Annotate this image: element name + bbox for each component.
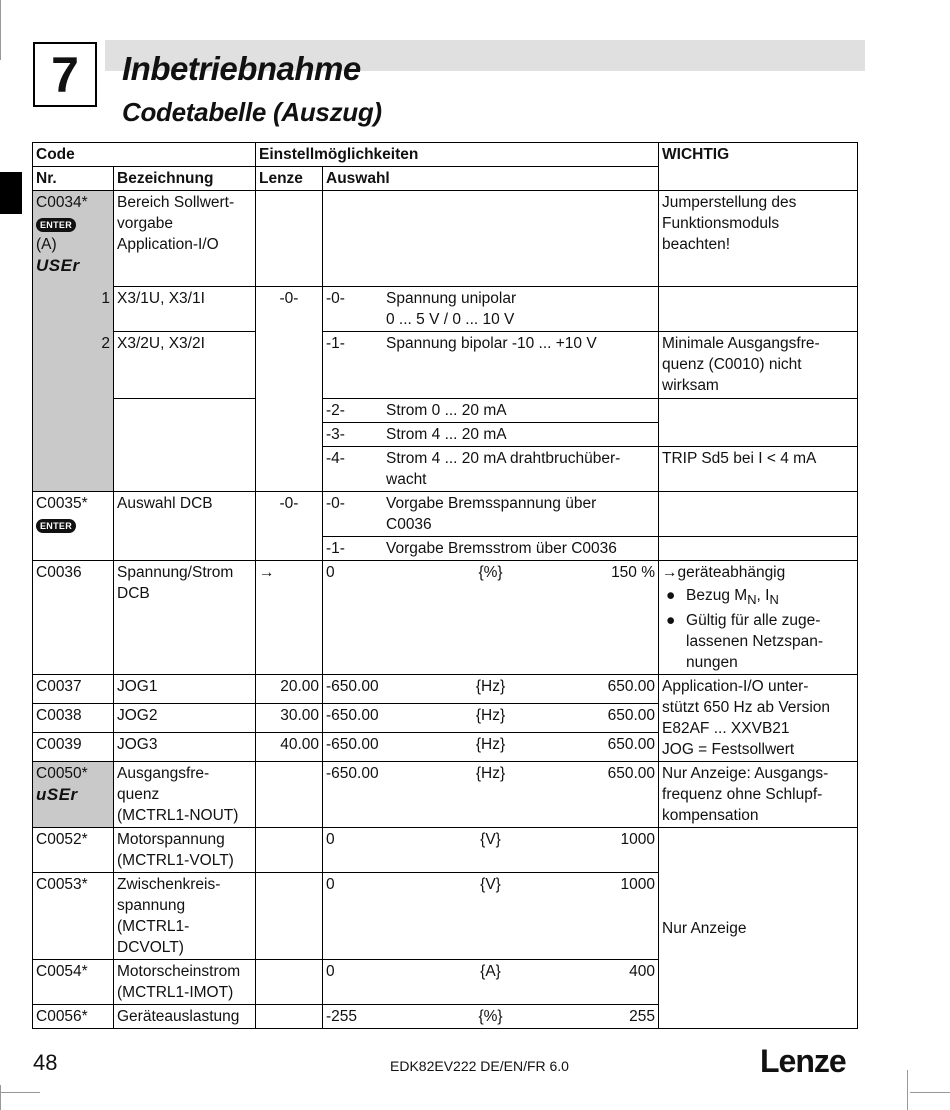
bullet-list — [662, 585, 854, 673]
chapter-number: 7 — [33, 42, 97, 107]
table-row — [33, 675, 858, 704]
important-cell — [659, 287, 858, 332]
crop-mark — [907, 1070, 908, 1110]
crop-mark — [0, 0, 1, 60]
selection-option: -0- Vorgabe Bremsspannung über C0036 — [323, 492, 659, 537]
code-cell: C0053* — [33, 873, 114, 960]
chapter-tab-marker — [0, 172, 22, 214]
header-designation: Bezeichnung — [114, 167, 256, 191]
subcode-nr: 1 — [33, 287, 114, 332]
code-label: C0050* — [36, 765, 88, 783]
value-range: 0 {%} 150 % — [323, 561, 659, 675]
value-range: -650.00 {Hz} 650.00 — [323, 704, 659, 733]
important-cell — [659, 399, 858, 447]
page-title: Inbetriebnahme — [122, 50, 361, 87]
list-item: ● Bezug $M_N$, $I_N$ — [666, 587, 779, 608]
important-cell: Nur Anzeige: Ausgangs- frequenz ohne Schlupf- kompensation — [659, 762, 858, 828]
code-label: C0035* — [36, 495, 88, 512]
table-row — [33, 287, 858, 332]
designation-cell: Spannung/Strom DCB — [114, 561, 256, 675]
important-cell: Jumperstellung des Funktionsmoduls beachten! — [659, 191, 858, 287]
user-menu-indicator: uSEr — [36, 785, 78, 805]
table-header-row — [33, 143, 858, 167]
code-cell-c0034 — [33, 191, 114, 287]
value-range: -650.00 {Hz} 650.00 — [323, 733, 659, 762]
selection-option: -1- Vorgabe Bremsstrom über C0036 — [323, 537, 659, 561]
page-subtitle: Codetabelle (Auszug) — [122, 97, 382, 127]
code-cell: C0052* — [33, 828, 114, 873]
crop-mark — [0, 1092, 40, 1093]
value-range: 0 {A} 400 — [323, 960, 659, 1005]
crop-mark — [0, 1085, 1, 1110]
enter-key-icon: ENTER — [36, 519, 76, 533]
code-cell: C0056* — [33, 1005, 114, 1029]
lenze-cell — [256, 1005, 323, 1029]
lenze-default: 20.00 — [256, 675, 323, 704]
lenze-default: 30.00 — [256, 704, 323, 733]
code-label: C0034* — [36, 194, 88, 211]
designation-cell: Ausgangsfre- quenz (MCTRL1-NOUT) — [114, 762, 256, 828]
crop-mark — [910, 1092, 950, 1093]
subcode-name: X3/1U, X3/1I — [114, 287, 256, 332]
user-menu-indicator: USEr — [36, 256, 80, 275]
bullet-icon: ● — [666, 587, 676, 604]
code-cell-empty — [33, 399, 114, 492]
value-range: -650.00 {Hz} 650.00 — [323, 762, 659, 828]
lenze-cell — [256, 828, 323, 873]
important-cell — [659, 492, 858, 537]
selection-option: -2- Strom 0 ... 20 mA — [323, 399, 659, 423]
access-level: (A) — [36, 236, 57, 253]
selection-option: -1- Spannung bipolar -10 ... +10 V — [323, 332, 659, 399]
important-cell: Minimale Ausgangsfre- quenz (C0010) nicht wirksam — [659, 332, 858, 399]
code-table — [32, 142, 858, 1029]
important-cell — [659, 537, 858, 561]
header-code: Code — [33, 143, 256, 167]
lenze-cell — [256, 191, 323, 287]
designation-cell: Zwischenkreis- spannung (MCTRL1-DCVOLT) — [114, 873, 256, 960]
lenze-cell — [256, 873, 323, 960]
value-range: -650.00 {Hz} 650.00 — [323, 675, 659, 704]
important-cell: →geräteabhängig ● Bezug $M_N$, $I_N$ ● Gültig für alle zuge- lassenen Netzspan- nungen — [659, 561, 858, 675]
code-cell: C0039 — [33, 733, 114, 762]
arrow-icon: → — [256, 561, 323, 675]
code-cell: C0038 — [33, 704, 114, 733]
code-cell-c0035 — [33, 492, 114, 561]
table-row — [33, 399, 858, 423]
enter-key-icon: ENTER — [36, 218, 76, 232]
value-range: 0 {V} 1000 — [323, 873, 659, 960]
selection-option: -0- Spannung unipolar 0 ... 5 V / 0 ... 10 V — [323, 287, 659, 332]
subcode-nr: 2 — [33, 332, 114, 399]
selection-option: -3- Strom 4 ... 20 mA — [323, 423, 659, 447]
table-row — [33, 191, 858, 287]
header-nr: Nr. — [33, 167, 114, 191]
list-item: ● Gültig für alle zuge- lassenen Netzspan- nungen — [666, 612, 824, 672]
document-id: EDK82EV222 DE/EN/FR 6.0 — [390, 1058, 569, 1074]
page-number: 48 — [33, 1050, 58, 1075]
value-range: 0 {V} 1000 — [323, 828, 659, 873]
table-row — [33, 561, 858, 675]
selection-cell — [323, 191, 659, 287]
table-row — [33, 492, 858, 537]
table-row — [33, 828, 858, 873]
header-selection: Auswahl — [323, 167, 659, 191]
designation-cell: Motorscheinstrom (MCTRL1-IMOT) — [114, 960, 256, 1005]
designation-cell — [114, 399, 256, 492]
designation-cell: JOG2 — [114, 704, 256, 733]
subcode-name: X3/2U, X3/2I — [114, 332, 256, 399]
table-row — [33, 762, 858, 828]
table-row — [33, 332, 858, 399]
designation-cell: Auswahl DCB — [114, 492, 256, 561]
lenze-default: 40.00 — [256, 733, 323, 762]
code-cell-c0050 — [33, 762, 114, 828]
lenze-cell — [256, 762, 323, 828]
designation-cell: JOG3 — [114, 733, 256, 762]
selection-option: -4- Strom 4 ... 20 mA drahtbruchüber- wacht — [323, 447, 659, 492]
lenze-default: -0- — [256, 287, 323, 492]
brand-logo: Lenze — [760, 1043, 846, 1079]
bullet-icon: ● — [666, 612, 676, 630]
lenze-cell — [256, 960, 323, 1005]
code-cell: C0036 — [33, 561, 114, 675]
designation-cell: Motorspannung (MCTRL1-VOLT) — [114, 828, 256, 873]
designation-cell: Bereich Sollwert- vorgabe Application-I/O — [114, 191, 256, 287]
code-cell: C0054* — [33, 960, 114, 1005]
designation-cell: JOG1 — [114, 675, 256, 704]
designation-cell: Geräteauslastung — [114, 1005, 256, 1029]
value-range: -255 {%} 255 — [323, 1005, 659, 1029]
header-lenze: Lenze — [256, 167, 323, 191]
important-cell: TRIP Sd5 bei I < 4 mA — [659, 447, 858, 492]
lenze-default: -0- — [256, 492, 323, 561]
important-cell: Application-I/O unter- stützt 650 Hz ab Version E82AF ... XXVB21 JOG = Festsollwert — [659, 675, 858, 762]
header-important: WICHTIG — [659, 143, 858, 191]
important-cell: Nur Anzeige — [659, 828, 858, 1029]
header-settings: Einstellmöglichkeiten — [256, 143, 659, 167]
code-cell: C0037 — [33, 675, 114, 704]
